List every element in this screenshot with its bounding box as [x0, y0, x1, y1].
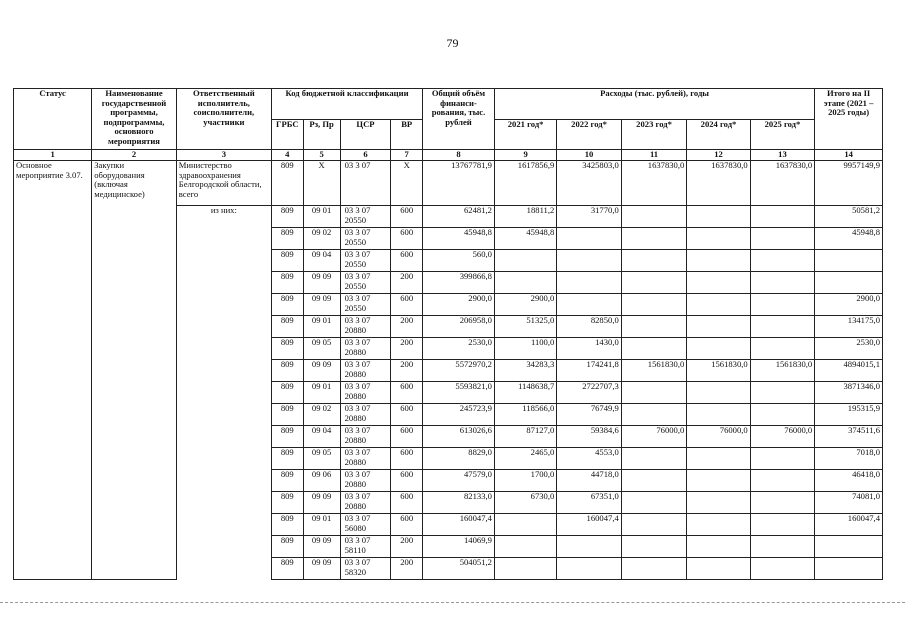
total-cell: 2530,0 — [423, 338, 495, 360]
y2024-cell — [687, 338, 750, 360]
y2024-cell: 1561830,0 — [687, 360, 750, 382]
y2022-cell — [557, 558, 621, 580]
responsible-cell — [176, 426, 271, 448]
y2024-cell — [687, 558, 750, 580]
y2024-cell — [687, 470, 750, 492]
y2023-cell — [621, 404, 687, 426]
rz-pr-cell: 09 02 — [303, 404, 340, 426]
vr-cell: 600 — [391, 470, 423, 492]
total-cell: 245723,9 — [423, 404, 495, 426]
responsible-cell — [176, 448, 271, 470]
responsible-cell — [176, 360, 271, 382]
y2021-cell: 118566,0 — [494, 404, 556, 426]
y2023-cell — [621, 206, 687, 228]
column-number: 7 — [391, 150, 423, 161]
column-number: 14 — [815, 150, 883, 161]
total-cell: 47579,0 — [423, 470, 495, 492]
responsible-cell — [176, 514, 271, 536]
stage-total-cell: 2530,0 — [815, 338, 883, 360]
y2022-cell: 4553,0 — [557, 448, 621, 470]
y2025-cell — [750, 228, 815, 250]
grbs-cell: 809 — [271, 250, 303, 272]
y2025-cell — [750, 206, 815, 228]
vr-cell: 200 — [391, 338, 423, 360]
stage-total-cell: 9957149,9 — [815, 161, 883, 206]
y2021-cell — [494, 514, 556, 536]
y2021-cell — [494, 536, 556, 558]
total-cell: 82133,0 — [423, 492, 495, 514]
grbs-cell: 809 — [271, 228, 303, 250]
y2023-cell — [621, 492, 687, 514]
responsible-cell: Министерство здравоохранения Белгородской области, всего — [176, 161, 271, 206]
y2025-cell — [750, 448, 815, 470]
y2024-cell: 1637830,0 — [687, 161, 750, 206]
vr-cell: 600 — [391, 514, 423, 536]
responsible-cell — [176, 338, 271, 360]
y2021-cell: 1100,0 — [494, 338, 556, 360]
grbs-cell: 809 — [271, 404, 303, 426]
y2025-cell — [750, 294, 815, 316]
header-stage-total: Итого на II этапе (2021 – 2025 годы) — [815, 89, 883, 150]
header-csr: ЦСР — [340, 119, 391, 150]
vr-cell: 600 — [391, 250, 423, 272]
y2025-cell — [750, 492, 815, 514]
main-row — [14, 161, 883, 206]
y2023-cell: 76000,0 — [621, 426, 687, 448]
stage-total-cell: 74081,0 — [815, 492, 883, 514]
rz-pr-cell: Х — [303, 161, 340, 206]
responsible-cell — [176, 294, 271, 316]
y2021-cell — [494, 272, 556, 294]
rz-pr-cell: 09 09 — [303, 360, 340, 382]
y2022-cell: 160047,4 — [557, 514, 621, 536]
csr-cell: 03 3 07 20880 — [340, 316, 391, 338]
vr-cell: Х — [391, 161, 423, 206]
rz-pr-cell: 09 05 — [303, 448, 340, 470]
total-cell: 14069,9 — [423, 536, 495, 558]
status-cell: Основное мероприятие 3.07. — [14, 161, 92, 580]
rz-pr-cell: 09 01 — [303, 514, 340, 536]
y2025-cell — [750, 316, 815, 338]
y2021-cell: 51325,0 — [494, 316, 556, 338]
vr-cell: 600 — [391, 382, 423, 404]
y2022-cell — [557, 250, 621, 272]
rz-pr-cell: 09 09 — [303, 294, 340, 316]
grbs-cell: 809 — [271, 360, 303, 382]
y2021-cell: 6730,0 — [494, 492, 556, 514]
csr-cell: 03 3 07 56080 — [340, 514, 391, 536]
y2023-cell — [621, 316, 687, 338]
header-2022: 2022 год* — [557, 119, 621, 150]
header-grbs: ГРБС — [271, 119, 303, 150]
stage-total-cell — [815, 558, 883, 580]
y2023-cell — [621, 294, 687, 316]
vr-cell: 600 — [391, 492, 423, 514]
rz-pr-cell: 09 01 — [303, 382, 340, 404]
vr-cell: 200 — [391, 272, 423, 294]
rz-pr-cell: 09 02 — [303, 228, 340, 250]
y2024-cell — [687, 448, 750, 470]
y2024-cell — [687, 514, 750, 536]
y2022-cell: 3425803,0 — [557, 161, 621, 206]
stage-total-cell: 7018,0 — [815, 448, 883, 470]
responsible-cell — [176, 558, 271, 580]
grbs-cell: 809 — [271, 514, 303, 536]
grbs-cell: 809 — [271, 161, 303, 206]
y2023-cell — [621, 558, 687, 580]
y2024-cell — [687, 294, 750, 316]
vr-cell: 200 — [391, 316, 423, 338]
y2024-cell — [687, 206, 750, 228]
y2021-cell: 1148638,7 — [494, 382, 556, 404]
column-number: 10 — [557, 150, 621, 161]
stage-total-cell — [815, 250, 883, 272]
y2022-cell — [557, 536, 621, 558]
responsible-cell — [176, 250, 271, 272]
column-number: 6 — [340, 150, 391, 161]
vr-cell: 600 — [391, 448, 423, 470]
csr-cell: 03 3 07 20550 — [340, 294, 391, 316]
grbs-cell: 809 — [271, 558, 303, 580]
grbs-cell: 809 — [271, 316, 303, 338]
vr-cell: 600 — [391, 294, 423, 316]
responsible-cell — [176, 382, 271, 404]
y2022-cell: 59384,6 — [557, 426, 621, 448]
stage-total-cell: 160047,4 — [815, 514, 883, 536]
y2023-cell — [621, 382, 687, 404]
y2022-cell — [557, 272, 621, 294]
total-cell: 5593821,0 — [423, 382, 495, 404]
y2025-cell — [750, 470, 815, 492]
y2023-cell: 1637830,0 — [621, 161, 687, 206]
vr-cell: 600 — [391, 426, 423, 448]
responsible-cell — [176, 536, 271, 558]
vr-cell: 600 — [391, 404, 423, 426]
csr-cell: 03 3 07 20880 — [340, 382, 391, 404]
header-2024: 2024 год* — [687, 119, 750, 150]
column-number: 3 — [176, 150, 271, 161]
vr-cell: 600 — [391, 206, 423, 228]
y2025-cell — [750, 338, 815, 360]
responsible-cell — [176, 470, 271, 492]
y2022-cell: 2722707,3 — [557, 382, 621, 404]
y2024-cell — [687, 492, 750, 514]
y2024-cell — [687, 404, 750, 426]
grbs-cell: 809 — [271, 448, 303, 470]
rz-pr-cell: 09 01 — [303, 206, 340, 228]
stage-total-cell: 374511,6 — [815, 426, 883, 448]
column-number: 12 — [687, 150, 750, 161]
y2025-cell: 1561830,0 — [750, 360, 815, 382]
csr-cell: 03 3 07 20550 — [340, 228, 391, 250]
csr-cell: 03 3 07 20550 — [340, 250, 391, 272]
rz-pr-cell: 09 09 — [303, 558, 340, 580]
y2025-cell — [750, 250, 815, 272]
grbs-cell: 809 — [271, 470, 303, 492]
y2025-cell — [750, 272, 815, 294]
total-cell: 8829,0 — [423, 448, 495, 470]
stage-total-cell: 4894015,1 — [815, 360, 883, 382]
y2025-cell — [750, 404, 815, 426]
header-2025: 2025 год* — [750, 119, 815, 150]
y2021-cell: 45948,8 — [494, 228, 556, 250]
csr-cell: 03 3 07 58110 — [340, 536, 391, 558]
y2021-cell: 2900,0 — [494, 294, 556, 316]
y2023-cell — [621, 228, 687, 250]
rz-pr-cell: 09 09 — [303, 272, 340, 294]
total-cell: 613026,6 — [423, 426, 495, 448]
y2023-cell — [621, 250, 687, 272]
y2025-cell: 76000,0 — [750, 426, 815, 448]
y2021-cell: 2465,0 — [494, 448, 556, 470]
y2021-cell: 1700,0 — [494, 470, 556, 492]
y2021-cell: 18811,2 — [494, 206, 556, 228]
stage-total-cell: 46418,0 — [815, 470, 883, 492]
csr-cell: 03 3 07 — [340, 161, 391, 206]
total-cell: 5572970,2 — [423, 360, 495, 382]
header-budget-code: Код бюджетной классификации — [271, 89, 422, 120]
csr-cell: 03 3 07 20550 — [340, 206, 391, 228]
column-number-row — [14, 150, 883, 161]
header-status: Статус — [14, 89, 92, 150]
rz-pr-cell: 09 04 — [303, 250, 340, 272]
header-rz-pr: Рз, Пр — [303, 119, 340, 150]
y2024-cell — [687, 536, 750, 558]
total-cell: 45948,8 — [423, 228, 495, 250]
y2022-cell — [557, 294, 621, 316]
total-cell: 13767781,9 — [423, 161, 495, 206]
y2022-cell: 1430,0 — [557, 338, 621, 360]
rz-pr-cell: 09 09 — [303, 492, 340, 514]
total-cell: 206958,0 — [423, 316, 495, 338]
vr-cell: 200 — [391, 558, 423, 580]
grbs-cell: 809 — [271, 426, 303, 448]
column-number: 9 — [494, 150, 556, 161]
csr-cell: 03 3 07 20880 — [340, 492, 391, 514]
vr-cell: 200 — [391, 536, 423, 558]
y2024-cell: 76000,0 — [687, 426, 750, 448]
column-number: 1 — [14, 150, 92, 161]
csr-cell: 03 3 07 20550 — [340, 272, 391, 294]
csr-cell: 03 3 07 20880 — [340, 404, 391, 426]
y2025-cell — [750, 536, 815, 558]
responsible-cell — [176, 492, 271, 514]
total-cell: 504051,2 — [423, 558, 495, 580]
stage-total-cell: 3871346,0 — [815, 382, 883, 404]
y2024-cell — [687, 272, 750, 294]
y2023-cell — [621, 338, 687, 360]
stage-total-cell: 50581,2 — [815, 206, 883, 228]
responsible-cell — [176, 272, 271, 294]
header-total-financing: Общий объём финанси-рования, тыс. рублей — [423, 89, 495, 150]
csr-cell: 03 3 07 20880 — [340, 360, 391, 382]
grbs-cell: 809 — [271, 272, 303, 294]
y2023-cell — [621, 272, 687, 294]
rz-pr-cell: 09 04 — [303, 426, 340, 448]
stage-total-cell: 195315,9 — [815, 404, 883, 426]
column-number: 8 — [423, 150, 495, 161]
y2024-cell — [687, 228, 750, 250]
y2021-cell: 87127,0 — [494, 426, 556, 448]
y2021-cell: 34283,3 — [494, 360, 556, 382]
responsible-cell: из них: — [176, 206, 271, 228]
rz-pr-cell: 09 01 — [303, 316, 340, 338]
grbs-cell: 809 — [271, 492, 303, 514]
y2023-cell — [621, 448, 687, 470]
header-responsible: Ответственный исполнитель, соисполнители, участники — [176, 89, 271, 150]
column-number: 2 — [92, 150, 177, 161]
header-vr: ВР — [391, 119, 423, 150]
column-number: 13 — [750, 150, 815, 161]
grbs-cell: 809 — [271, 536, 303, 558]
y2022-cell: 82850,0 — [557, 316, 621, 338]
y2025-cell — [750, 514, 815, 536]
y2021-cell: 1617856,9 — [494, 161, 556, 206]
csr-cell: 03 3 07 20880 — [340, 426, 391, 448]
stage-total-cell: 45948,8 — [815, 228, 883, 250]
total-cell: 160047,4 — [423, 514, 495, 536]
vr-cell: 200 — [391, 360, 423, 382]
stage-total-cell: 2900,0 — [815, 294, 883, 316]
column-number: 11 — [621, 150, 687, 161]
y2025-cell — [750, 558, 815, 580]
total-cell: 399866,8 — [423, 272, 495, 294]
total-cell: 2900,0 — [423, 294, 495, 316]
y2022-cell: 31770,0 — [557, 206, 621, 228]
stage-total-cell — [815, 536, 883, 558]
grbs-cell: 809 — [271, 206, 303, 228]
y2024-cell — [687, 316, 750, 338]
csr-cell: 03 3 07 20880 — [340, 338, 391, 360]
y2022-cell: 76749,9 — [557, 404, 621, 426]
responsible-cell — [176, 228, 271, 250]
y2021-cell — [494, 558, 556, 580]
header-name: Наименование государственной программы, подпрограммы, основного мероприятия — [92, 89, 177, 150]
column-number: 5 — [303, 150, 340, 161]
responsible-cell — [176, 404, 271, 426]
name-cell: Закупки оборудования (включая медицинское) — [92, 161, 177, 580]
header-2021: 2021 год* — [494, 119, 556, 150]
grbs-cell: 809 — [271, 382, 303, 404]
rz-pr-cell: 09 09 — [303, 536, 340, 558]
y2021-cell — [494, 250, 556, 272]
page-number: 79 — [446, 36, 459, 50]
page-bottom-divider — [0, 602, 905, 603]
total-cell: 62481,2 — [423, 206, 495, 228]
y2024-cell — [687, 250, 750, 272]
y2022-cell: 174241,8 — [557, 360, 621, 382]
y2025-cell — [750, 382, 815, 404]
column-number: 4 — [271, 150, 303, 161]
stage-total-cell — [815, 272, 883, 294]
csr-cell: 03 3 07 58320 — [340, 558, 391, 580]
header-2023: 2023 год* — [621, 119, 687, 150]
header-row-1 — [14, 89, 883, 120]
rz-pr-cell: 09 05 — [303, 338, 340, 360]
y2022-cell: 67351,0 — [557, 492, 621, 514]
budget-table — [13, 88, 883, 580]
stage-total-cell: 134175,0 — [815, 316, 883, 338]
header-expenses: Расходы (тыс. рублей), годы — [494, 89, 814, 120]
y2023-cell — [621, 470, 687, 492]
y2025-cell: 1637830,0 — [750, 161, 815, 206]
csr-cell: 03 3 07 20880 — [340, 470, 391, 492]
y2023-cell — [621, 536, 687, 558]
responsible-cell — [176, 316, 271, 338]
grbs-cell: 809 — [271, 338, 303, 360]
y2022-cell — [557, 228, 621, 250]
csr-cell: 03 3 07 20880 — [340, 448, 391, 470]
total-cell: 560,0 — [423, 250, 495, 272]
grbs-cell: 809 — [271, 294, 303, 316]
y2023-cell — [621, 514, 687, 536]
y2022-cell: 44718,0 — [557, 470, 621, 492]
rz-pr-cell: 09 06 — [303, 470, 340, 492]
y2023-cell: 1561830,0 — [621, 360, 687, 382]
vr-cell: 600 — [391, 228, 423, 250]
y2024-cell — [687, 382, 750, 404]
